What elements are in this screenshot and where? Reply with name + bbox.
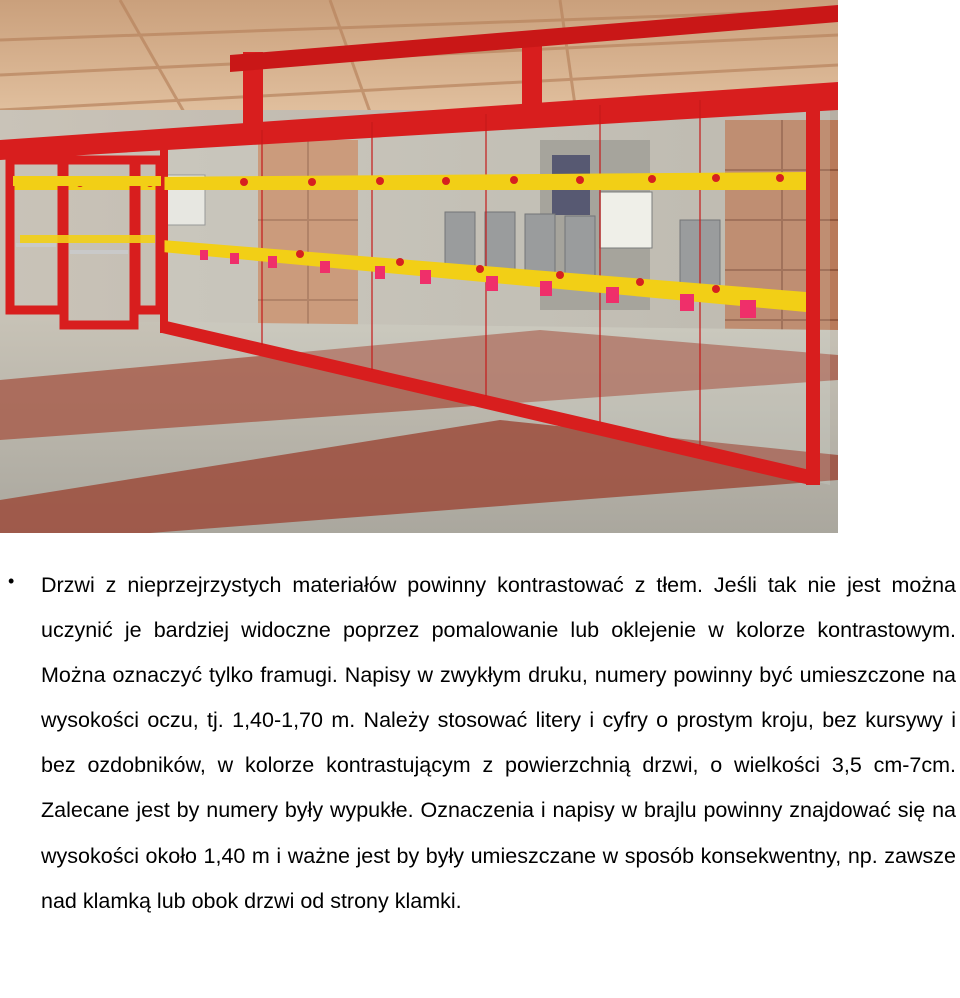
body-paragraph: Drzwi z nieprzejrzystych materiałów powinny kontrastować z tłem. Jeśli tak nie jest można uczynić je bardziej widoczne poprzez pomalowanie lub oklejenie w kolorze kontrastowym. Można oznaczyć tylko framugi. Napisy w zwykłym druku, numery powinny być umieszczone na wysokości oczu, tj. 1,40-1,70 m. Należy stosować litery i cyfry o prostym kroju, bez kursywy i bez ozdobników, w kolorze kontrastującym z powierzchnią drzwi, o wielkości 3,5 cm-7cm. Zalecane jest by numery były wypukłe. Oznaczenia i napisy w brajlu powinny znajdować się na wysokości około 1,40 m i ważne jest by były umieszczane w sposób konsekwentny, np. zawsze nad klamką lub obok drzwi od strony klamki.: [41, 573, 956, 913]
bullet-marker: •: [8, 571, 15, 591]
metro-station-photo: [0, 0, 838, 533]
